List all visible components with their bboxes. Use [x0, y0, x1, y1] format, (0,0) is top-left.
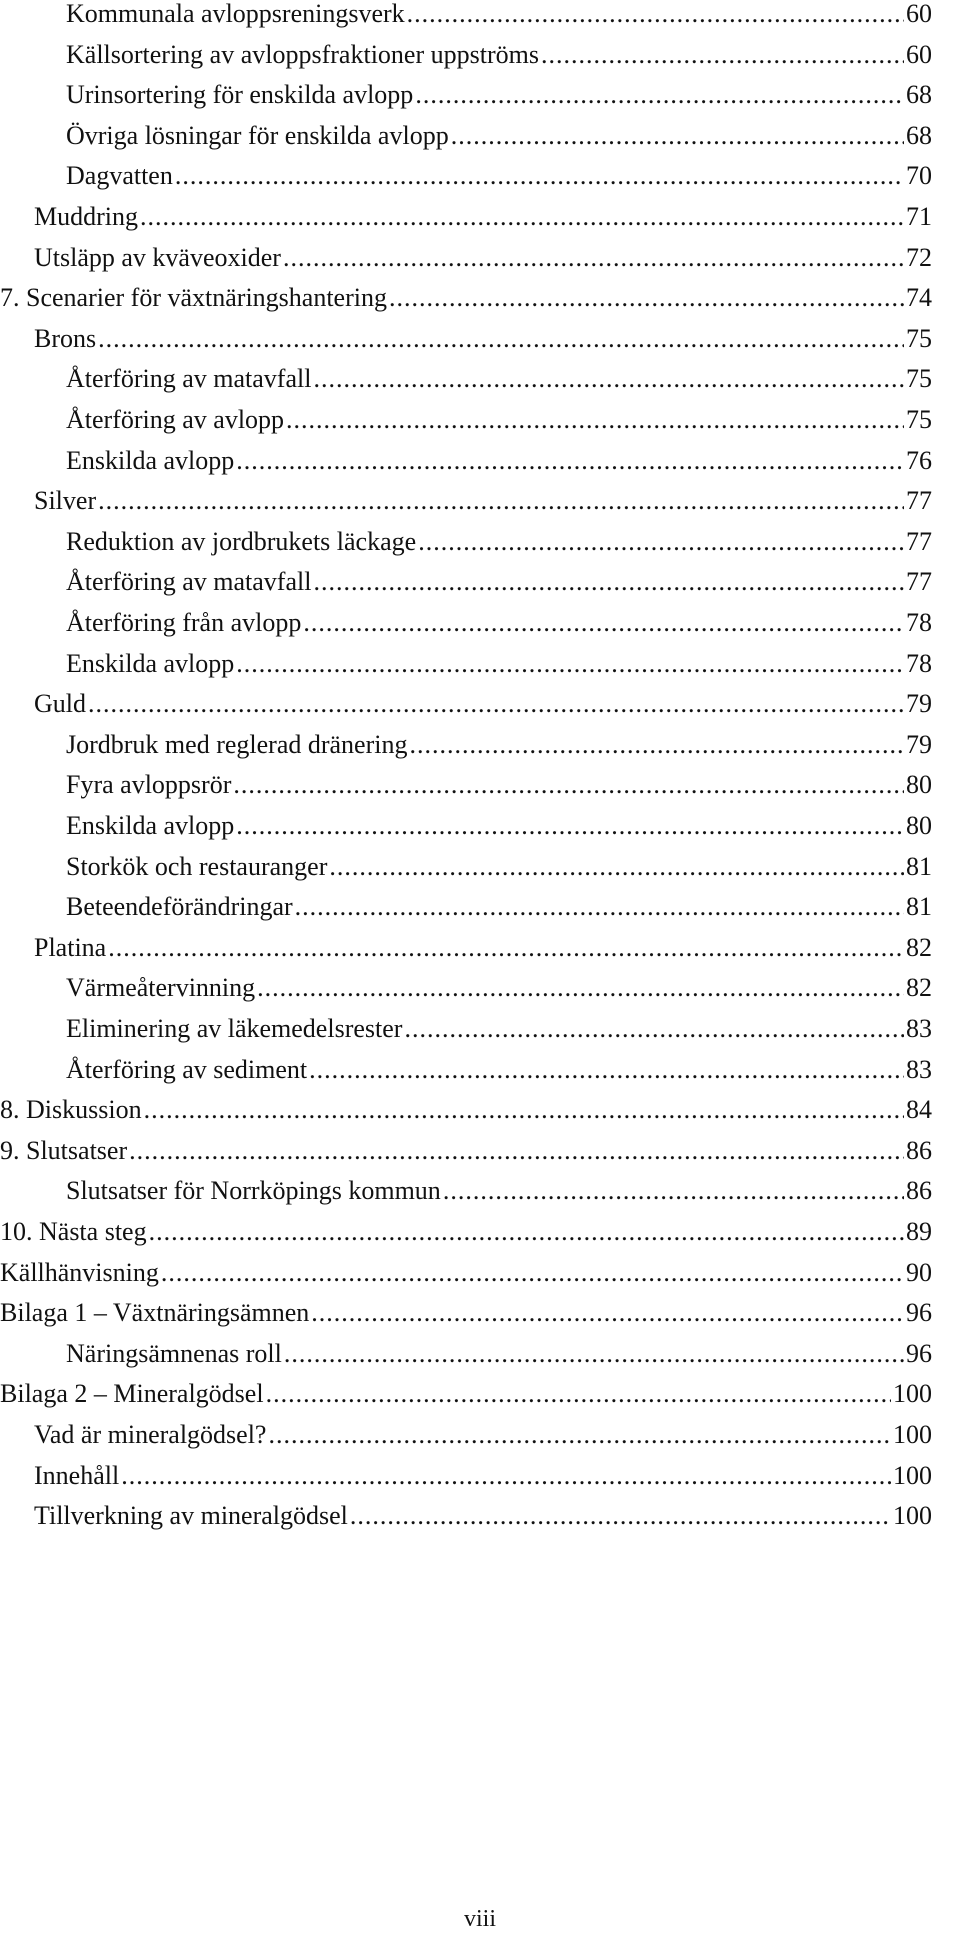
toc-entry-title: Urinsortering för enskilda avlopp	[66, 80, 414, 110]
toc-dot-leader	[303, 601, 904, 645]
toc-entry-page-number: 71	[906, 202, 932, 231]
toc-entry-page-number: 100	[893, 1420, 932, 1449]
toc-entry-page-number: 68	[906, 120, 932, 150]
toc-dot-leader	[140, 195, 904, 239]
toc-entry-title: Guld	[34, 689, 86, 719]
toc-entry-page-number: 81	[906, 892, 932, 922]
toc-entry[interactable]	[0, 1291, 932, 1335]
toc-entry-page-number: 100	[893, 1379, 932, 1409]
toc-entry[interactable]	[0, 154, 932, 198]
toc-entry[interactable]	[0, 845, 932, 889]
toc-dot-leader	[407, 0, 904, 36]
toc-entry[interactable]	[0, 1332, 932, 1376]
toc-dot-leader	[88, 682, 904, 726]
toc-entry-page-number: 74	[906, 283, 932, 313]
toc-entry[interactable]	[0, 804, 932, 848]
toc-dot-leader	[286, 398, 904, 442]
toc-entry[interactable]	[0, 926, 932, 970]
toc-dot-leader	[98, 317, 904, 361]
toc-entry[interactable]	[0, 763, 932, 807]
toc-entry-page-number: 90	[906, 1257, 932, 1287]
toc-dot-leader	[98, 479, 904, 523]
toc-entry-page-number: 77	[906, 486, 932, 516]
toc-entry-page-number: 75	[906, 323, 932, 353]
toc-entry[interactable]	[0, 520, 932, 564]
toc-entry[interactable]	[0, 1129, 932, 1173]
toc-entry[interactable]	[0, 0, 932, 36]
toc-entry[interactable]	[0, 114, 932, 158]
toc-entry[interactable]	[0, 317, 932, 361]
toc-entry[interactable]	[0, 601, 932, 645]
toc-entry-title: Jordbruk med reglerad dränering	[66, 729, 408, 759]
toc-dot-leader	[268, 1413, 891, 1457]
toc-entry[interactable]	[0, 33, 932, 77]
toc-entry-page-number: 100	[893, 1501, 932, 1531]
toc-entry-title: Enskilda avlopp	[66, 445, 235, 475]
toc-dot-leader	[313, 357, 904, 401]
toc-dot-leader	[389, 276, 904, 320]
toc-dot-leader	[451, 114, 904, 158]
toc-entry-page-number: 75	[906, 364, 932, 394]
toc-entry-title: Enskilda avlopp	[66, 811, 235, 840]
toc-dot-leader	[236, 642, 904, 686]
toc-entry-page-number: 83	[906, 1014, 932, 1043]
toc-entry-title: Värmeåtervinning	[66, 973, 256, 1003]
toc-entry-title: Återföring från avlopp	[66, 608, 302, 637]
toc-dot-leader	[415, 73, 904, 117]
toc-entry-title: Återföring av sediment	[66, 1054, 308, 1084]
toc-entry-title: Brons	[34, 323, 97, 353]
toc-entry[interactable]	[0, 885, 932, 929]
toc-entry[interactable]	[0, 1007, 932, 1051]
toc-entry-title: 9. Slutsatser	[0, 1135, 128, 1165]
toc-entry-page-number: 77	[906, 567, 932, 597]
toc-dot-leader	[295, 885, 904, 929]
toc-entry[interactable]	[0, 1454, 932, 1498]
toc-entry-page-number: 68	[906, 80, 932, 110]
toc-entry[interactable]	[0, 1251, 932, 1295]
toc-entry[interactable]	[0, 1372, 932, 1416]
toc-entry-page-number: 77	[906, 526, 932, 556]
toc-entry-page-number: 86	[906, 1135, 932, 1165]
toc-entry[interactable]	[0, 1048, 932, 1092]
toc-dot-leader	[409, 723, 904, 767]
toc-entry-page-number: 79	[906, 689, 932, 719]
toc-entry-page-number: 80	[906, 770, 932, 800]
toc-dot-leader	[541, 33, 904, 77]
toc-entry-page-number: 82	[906, 932, 932, 962]
toc-entry-title: Reduktion av jordbrukets läckage	[66, 526, 417, 556]
toc-entry-page-number: 84	[906, 1095, 932, 1125]
toc-entry-title: Tillverkning av mineralgödsel	[34, 1501, 348, 1531]
toc-entry-page-number: 80	[906, 811, 932, 840]
toc-entry[interactable]	[0, 1088, 932, 1132]
toc-entry[interactable]	[0, 966, 932, 1010]
toc-entry[interactable]	[0, 642, 932, 686]
toc-dot-leader	[161, 1251, 904, 1295]
toc-entry-page-number: 76	[906, 445, 932, 475]
toc-dot-leader	[309, 1048, 904, 1092]
toc-entry-title: Återföring av matavfall	[66, 567, 312, 597]
toc-entry[interactable]	[0, 560, 932, 604]
toc-dot-leader	[404, 1007, 904, 1051]
toc-entry[interactable]	[0, 479, 932, 523]
toc-entry-title: Källhänvisning	[0, 1257, 159, 1287]
toc-entry-title: Återföring av avlopp	[66, 405, 285, 434]
toc-entry-title: Slutsatser för Norrköpings kommun	[66, 1176, 441, 1206]
toc-entry-title: Storkök och restauranger	[66, 851, 328, 881]
toc-entry-title: Innehåll	[34, 1460, 120, 1490]
toc-dot-leader	[121, 1454, 891, 1498]
toc-entry-title: 7. Scenarier för växtnäringshantering	[0, 283, 387, 313]
toc-entry-page-number: 60	[906, 0, 932, 28]
toc-entry[interactable]	[0, 1413, 932, 1457]
toc-entry-page-number: 83	[906, 1054, 932, 1084]
toc-dot-leader	[257, 966, 904, 1010]
toc-entry-page-number: 72	[906, 242, 932, 272]
toc-entry[interactable]	[0, 439, 932, 483]
toc-entry-title: Vad är mineralgödsel?	[34, 1420, 267, 1449]
toc-dot-leader	[108, 926, 904, 970]
toc-dot-leader	[266, 1372, 891, 1416]
toc-dot-leader	[144, 1088, 904, 1132]
toc-entry-title: Utsläpp av kväveoxider	[34, 242, 281, 272]
toc-entry-title: Kommunala avloppsreningsverk	[66, 0, 405, 28]
toc-dot-leader	[329, 845, 904, 889]
toc-entry-page-number: 96	[906, 1298, 932, 1328]
toc-entry-page-number: 78	[906, 648, 932, 678]
toc-entry-page-number: 86	[906, 1176, 932, 1206]
toc-entry-title: Bilaga 1 – Växtnäringsämnen	[0, 1298, 310, 1328]
toc-entry-page-number: 75	[906, 405, 932, 434]
toc-entry-page-number: 89	[906, 1217, 932, 1246]
toc-entry-title: 8. Diskussion	[0, 1095, 142, 1125]
toc-entry-page-number: 82	[906, 973, 932, 1003]
toc-entry-title: Silver	[34, 486, 97, 516]
toc-entry-page-number: 100	[893, 1460, 932, 1490]
toc-dot-leader	[284, 1332, 904, 1376]
toc-entry-title: Muddring	[34, 202, 138, 231]
toc-entry[interactable]	[0, 1210, 932, 1254]
toc-dot-leader	[313, 560, 904, 604]
toc-entry-title: Platina	[34, 932, 107, 962]
toc-entry[interactable]	[0, 1494, 932, 1538]
toc-entry-page-number: 81	[906, 851, 932, 881]
toc-entry[interactable]	[0, 236, 932, 280]
toc-entry[interactable]	[0, 276, 932, 320]
toc-dot-leader	[443, 1169, 904, 1213]
toc-dot-leader	[311, 1291, 904, 1335]
toc-entry-title: Dagvatten	[66, 161, 173, 191]
toc-entry-page-number: 78	[906, 608, 932, 637]
toc-dot-leader	[233, 763, 904, 807]
toc-entry-page-number: 96	[906, 1338, 932, 1368]
toc-dot-leader	[175, 154, 904, 198]
toc-entry-title: Källsortering av avloppsfraktioner uppströms	[66, 39, 539, 69]
toc-entry-title: Beteendeförändringar	[66, 892, 293, 922]
toc-entry[interactable]	[0, 73, 932, 117]
toc-dot-leader	[149, 1210, 904, 1254]
toc-entry-title: Bilaga 2 – Mineralgödsel	[0, 1379, 264, 1409]
toc-entry-page-number: 60	[906, 39, 932, 69]
toc-entry-title: Eliminering av läkemedelsrester	[66, 1014, 403, 1043]
toc-dot-leader	[350, 1494, 891, 1538]
toc-dot-leader	[236, 439, 904, 483]
toc-entry-title: Övriga lösningar för enskilda avlopp	[66, 120, 449, 150]
toc-entry-page-number: 70	[906, 161, 932, 191]
toc-entry[interactable]	[0, 723, 932, 767]
toc-entry-title: Återföring av matavfall	[66, 364, 312, 394]
toc-entry-page-number: 79	[906, 729, 932, 759]
toc-entry[interactable]	[0, 195, 932, 239]
toc-entry[interactable]	[0, 357, 932, 401]
toc-entry-title: 10. Nästa steg	[0, 1217, 147, 1246]
toc-entry-title: Enskilda avlopp	[66, 648, 235, 678]
toc-entry-title: Näringsämnenas roll	[66, 1338, 282, 1368]
toc-entry[interactable]	[0, 682, 932, 726]
toc-entry[interactable]	[0, 1169, 932, 1213]
toc-dot-leader	[418, 520, 904, 564]
toc-entry[interactable]	[0, 398, 932, 442]
toc-dot-leader	[236, 804, 904, 848]
toc-dot-leader	[129, 1129, 904, 1173]
toc-entry-title: Fyra avloppsrör	[66, 770, 232, 800]
page-number: viii	[463, 1906, 496, 1932]
toc-dot-leader	[283, 236, 904, 280]
